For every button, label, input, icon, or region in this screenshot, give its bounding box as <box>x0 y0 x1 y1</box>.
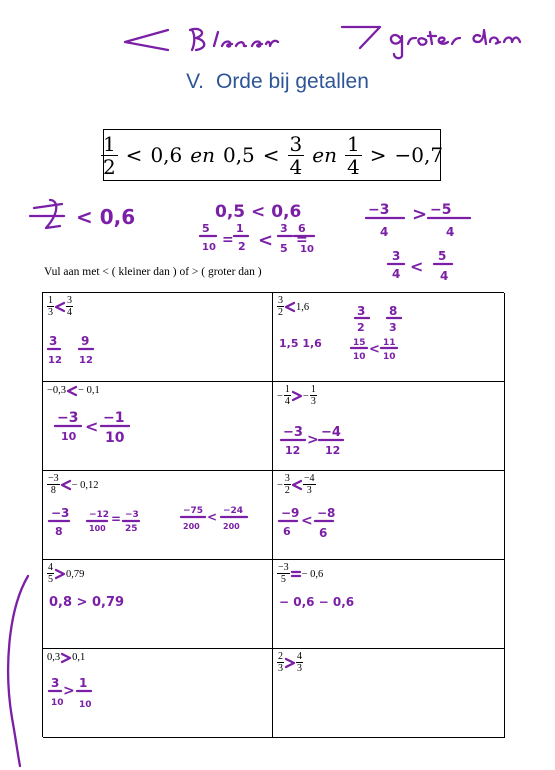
formula-value-1: 0,6 <box>150 143 183 167</box>
handwritten-right2: < <box>410 257 424 276</box>
svg-text:>: > <box>63 683 75 699</box>
handwritten-line1: < 0,6 <box>76 205 136 229</box>
exercise-cell-10[interactable]: $\frac{2}{3}$ $\frac{4}{3}$ <box>273 649 505 738</box>
svg-text:12: 12 <box>285 444 301 457</box>
instruction-text: Vul aan met < ( kleiner dan ) of > ( groter dan ) <box>44 266 262 278</box>
formula-value-2: 0,5 <box>222 143 255 167</box>
exercise-table <box>42 292 504 737</box>
svg-text:6: 6 <box>298 222 306 235</box>
svg-text:4: 4 <box>440 269 449 283</box>
svg-text:6: 6 <box>283 525 291 538</box>
handwritten-answer-5 <box>43 471 273 560</box>
formula-gt: > <box>369 143 387 167</box>
exercise-cell-5[interactable]: $\frac{-3}{8}$ − 0,12 −3 8 −12 100 = −3 25 −75 200 < −24 200 <box>43 471 273 560</box>
svg-text:−3: −3 <box>57 410 79 426</box>
handwritten-right1: > <box>412 204 428 225</box>
handwritten-notes <box>0 0 555 290</box>
svg-text:1: 1 <box>236 222 244 235</box>
svg-text:1: 1 <box>79 676 88 690</box>
exercise-cell-9[interactable]: 0,3 0,1 3 10 > 1 10 <box>43 649 273 738</box>
svg-text:6: 6 <box>319 526 328 540</box>
svg-text:−24: −24 <box>223 506 244 516</box>
svg-text:<: < <box>207 510 218 524</box>
svg-text:5: 5 <box>280 242 288 255</box>
svg-text:15: 15 <box>353 338 366 348</box>
svg-text:10: 10 <box>79 700 92 710</box>
handwritten-answer-2 <box>273 293 505 382</box>
svg-text:3: 3 <box>49 334 58 348</box>
svg-text:200: 200 <box>183 522 200 531</box>
svg-text:4: 4 <box>392 267 401 281</box>
svg-text:10: 10 <box>51 698 64 708</box>
svg-text:200: 200 <box>223 522 240 531</box>
svg-text:>: > <box>307 432 319 448</box>
svg-text:−3: −3 <box>368 202 390 218</box>
svg-text:100: 100 <box>89 524 106 533</box>
svg-text:4: 4 <box>446 225 455 239</box>
svg-text:11: 11 <box>383 338 396 348</box>
svg-text:3: 3 <box>389 321 397 334</box>
svg-text:−3: −3 <box>51 506 70 520</box>
handwritten-mid1: 0,5 < 0,6 <box>215 202 302 222</box>
handwritten-answer-4 <box>273 382 505 471</box>
svg-text:10: 10 <box>61 430 77 443</box>
svg-text:−3: −3 <box>283 425 303 440</box>
svg-text:10: 10 <box>353 352 366 362</box>
svg-text:−5: −5 <box>430 202 452 218</box>
svg-text:<: < <box>85 417 99 436</box>
handwritten-answer-7 <box>43 560 273 649</box>
svg-text:12: 12 <box>325 444 341 457</box>
svg-text:−1: −1 <box>103 410 125 426</box>
svg-text:5: 5 <box>202 222 210 235</box>
exercise-cell-6[interactable]: − $\frac{3}{2}$ $\frac{-4}{3}$ −9 6 < −8 6 <box>273 471 505 560</box>
formula-fraction-1: $\frac{1}{2}$ <box>102 131 116 179</box>
svg-text:10: 10 <box>300 244 314 255</box>
formula-value-3: −0,7 <box>394 143 444 167</box>
svg-text:25: 25 <box>125 524 138 534</box>
title-text: Orde bij getallen <box>215 70 369 93</box>
formula-lt-1: < <box>125 143 143 167</box>
exercise-cell-3[interactable]: −0,3 − 0,1 −3 10 < −1 10 <box>43 382 273 471</box>
svg-text:<: < <box>369 342 380 357</box>
exercise-cell-2[interactable]: $\frac{3}{2}$ 1,6 1,5 1,6 3 2 8 3 15 10 < 11 10 <box>273 293 505 382</box>
svg-text:2: 2 <box>357 321 365 334</box>
svg-text:−8: −8 <box>317 506 336 520</box>
svg-text:− 0,6 − 0,6: − 0,6 − 0,6 <box>279 595 355 609</box>
svg-text:−3: −3 <box>125 510 139 520</box>
svg-text:−75: −75 <box>183 506 204 516</box>
formula-en-2: en <box>312 143 337 167</box>
svg-text:8: 8 <box>55 525 63 538</box>
svg-text:10: 10 <box>202 242 216 253</box>
handwritten-answer-3 <box>43 382 273 471</box>
svg-text:3: 3 <box>280 222 288 235</box>
svg-text:10: 10 <box>383 352 396 362</box>
svg-text:<: < <box>258 230 274 251</box>
svg-text:<: < <box>301 513 313 529</box>
svg-text:3: 3 <box>392 249 401 263</box>
handwritten-answer-1 <box>43 293 273 382</box>
svg-text:=: = <box>111 512 122 526</box>
exercise-cell-7[interactable]: $\frac{4}{5}$ 0,79 0,8 > 0,79 <box>43 560 273 649</box>
svg-text:8: 8 <box>389 304 398 318</box>
svg-text:4: 4 <box>380 225 389 239</box>
handwritten-answer-9 <box>43 649 273 738</box>
svg-text:9: 9 <box>81 334 90 348</box>
exercise-cell-4[interactable]: − $\frac{1}{4}$ − $\frac{1}{3}$ −3 12 > −4 12 <box>273 382 505 471</box>
svg-text:−9: −9 <box>281 506 300 520</box>
svg-text:−12: −12 <box>89 510 110 520</box>
formula-en-1: en <box>190 143 215 167</box>
svg-text:=: = <box>296 232 308 248</box>
svg-text:3: 3 <box>51 676 60 690</box>
svg-text:0,8 > 0,79: 0,8 > 0,79 <box>49 595 125 610</box>
svg-text:12: 12 <box>48 355 62 366</box>
svg-text:1,5 1,6: 1,5 1,6 <box>279 337 322 350</box>
formula-lt-2: < <box>262 143 280 167</box>
svg-text:12: 12 <box>79 355 93 366</box>
svg-text:2: 2 <box>238 240 246 253</box>
svg-text:=: = <box>222 232 234 248</box>
svg-text:10: 10 <box>105 430 125 446</box>
handwritten-answer-8 <box>273 560 505 649</box>
svg-text:−4: −4 <box>321 425 341 440</box>
handwritten-answer-6 <box>273 471 505 560</box>
svg-text:5: 5 <box>438 249 447 263</box>
title-number: V. <box>186 70 204 93</box>
formula-fraction-3: $\frac{1}{4}$ <box>347 131 360 179</box>
svg-text:3: 3 <box>357 304 366 318</box>
formula-fraction-2: $\frac{3}{4}$ <box>289 131 303 179</box>
margin-bracket <box>0 570 40 770</box>
exercise-cell-8[interactable]: $\frac{-3}{5}$ − 0,6 − 0,6 − 0,6 <box>273 560 505 649</box>
exercise-cell-1[interactable]: $\frac{1}{3}$ $\frac{3}{4}$ 3 12 9 12 <box>43 293 273 382</box>
